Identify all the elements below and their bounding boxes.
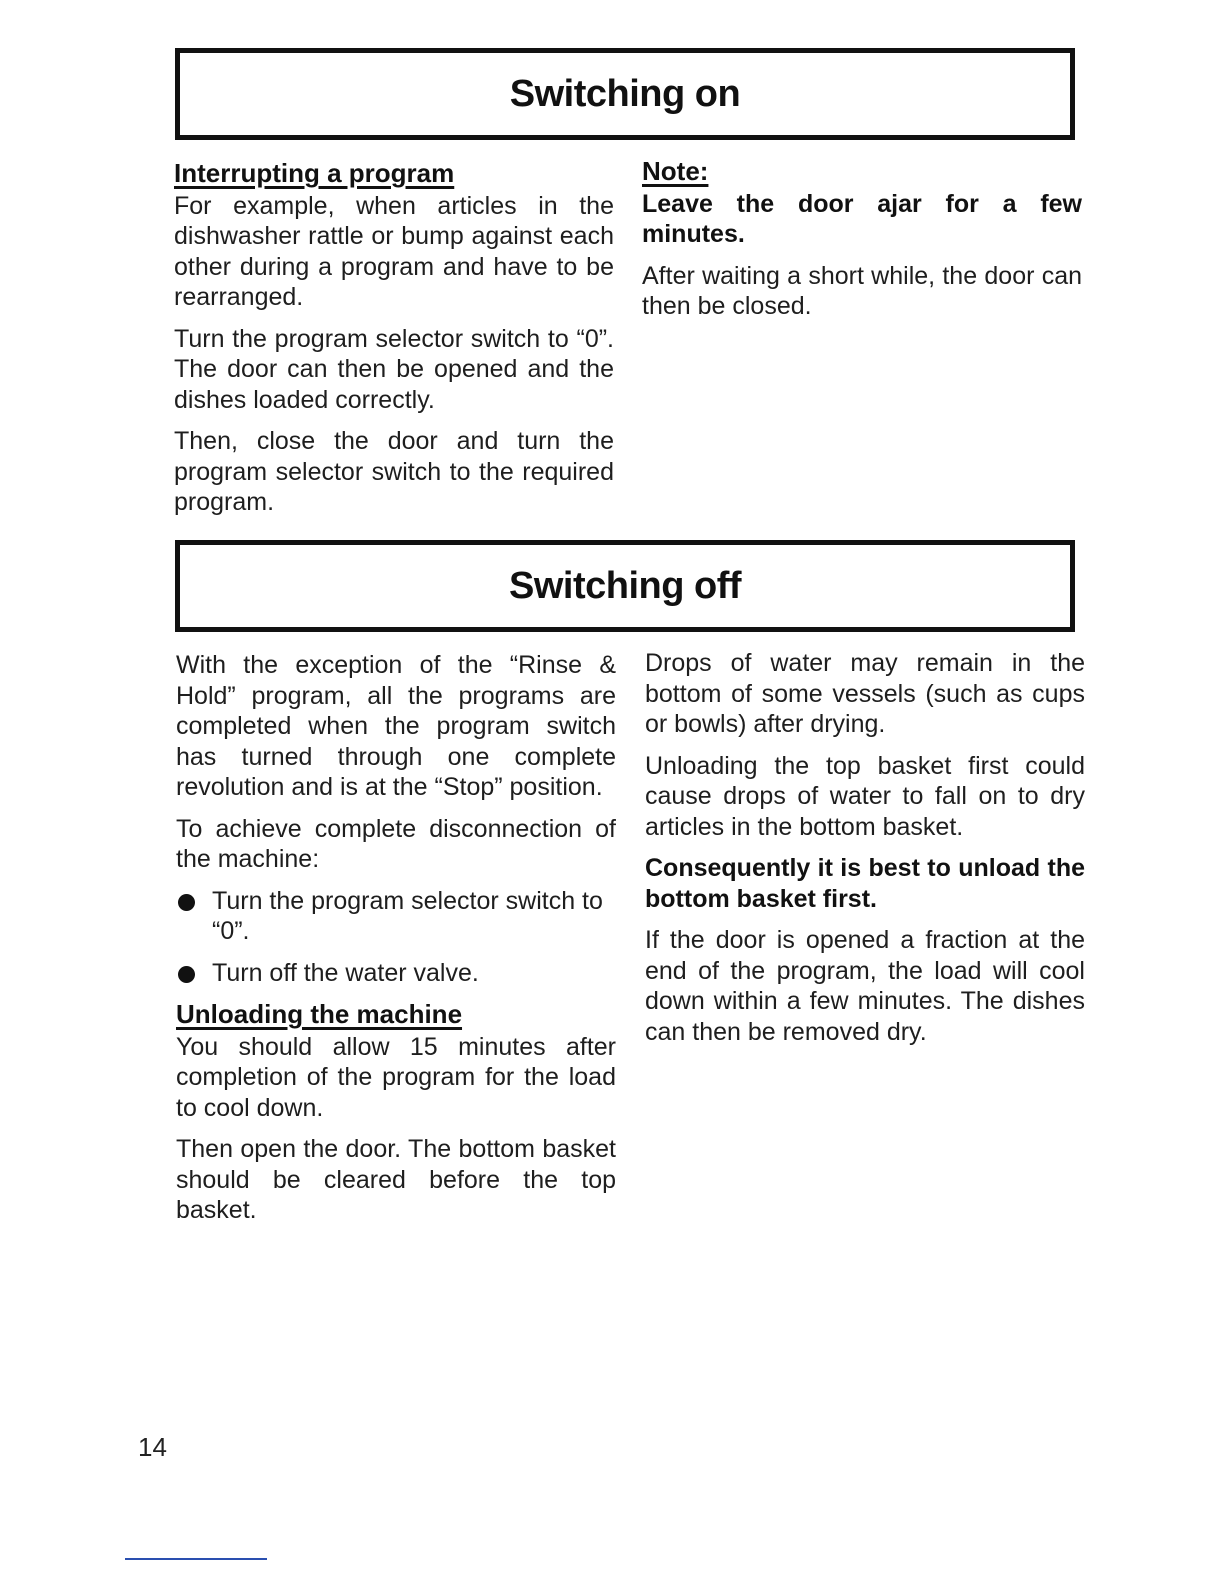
switching-off-header: [175, 540, 1075, 632]
switching-on-title: Switching on: [509, 72, 741, 115]
interrupting-program-heading: Interrupting a program: [174, 158, 455, 188]
unload-bottom-first-text: Consequently it is best to unload the bottom basket first.: [645, 854, 1085, 913]
switching-off-paragraph: With the exception of the “Rinse & Hold” program, all the programs are completed when the program switch has turned through one complete revolution and is at the “Stop” position.: [176, 651, 616, 801]
switching-off-left-column: [176, 650, 616, 1237]
interrupting-program-section: [174, 158, 614, 529]
note-heading: Note:: [642, 156, 709, 186]
disconnection-steps-list: [176, 886, 616, 989]
footer-divider: [125, 1558, 267, 1560]
note-bold-text: Leave the door ajar for a few minutes.: [642, 189, 1082, 248]
drying-paragraph: Drops of water may remain in the bottom of some vessels (such as cups or bowls) after drying.: [645, 649, 1085, 738]
interrupting-paragraph: Turn the program selector switch to “0”. The door can then be opened and the dishes loaded correctly.: [174, 324, 614, 414]
switching-off-right-column: [645, 648, 1085, 1058]
switching-off-paragraph: To achieve complete disconnection of the machine:: [176, 814, 616, 873]
list-item: [176, 958, 616, 989]
note-section: [642, 156, 1082, 333]
interrupting-paragraph: Then, close the door and turn the program selector switch to the required program.: [174, 427, 614, 516]
interrupting-paragraph: For example, when articles in the dishwasher rattle or bump against each other during a program and have to be rearranged.: [174, 191, 614, 311]
page-number: 14: [138, 1432, 167, 1462]
unloading-machine-heading: Unloading the machine: [176, 999, 463, 1029]
drying-paragraph: Unloading the top basket first could cause drops of water to fall on to dry articles in the bottom basket.: [645, 751, 1085, 841]
unloading-paragraph: Then open the door. The bottom basket should be cleared before the top basket.: [176, 1135, 616, 1224]
door-fraction-paragraph: If the door is opened a fraction at the end of the program, the load will cool down within a few minutes. The dishes can then be removed dry.: [645, 926, 1085, 1046]
bullet-icon: [178, 966, 195, 983]
list-item-text: Turn off the water valve.: [212, 958, 479, 987]
list-item-text: Turn the program selector switch to “0”.: [212, 886, 603, 945]
bullet-icon: [178, 894, 195, 911]
note-text: After waiting a short while, the door can then be closed.: [642, 261, 1082, 320]
switching-off-title: Switching off: [508, 564, 742, 607]
list-item: [176, 886, 616, 947]
switching-on-header: [175, 48, 1075, 140]
unloading-paragraph: You should allow 15 minutes after completion of the program for the load to cool down.: [176, 1032, 616, 1122]
